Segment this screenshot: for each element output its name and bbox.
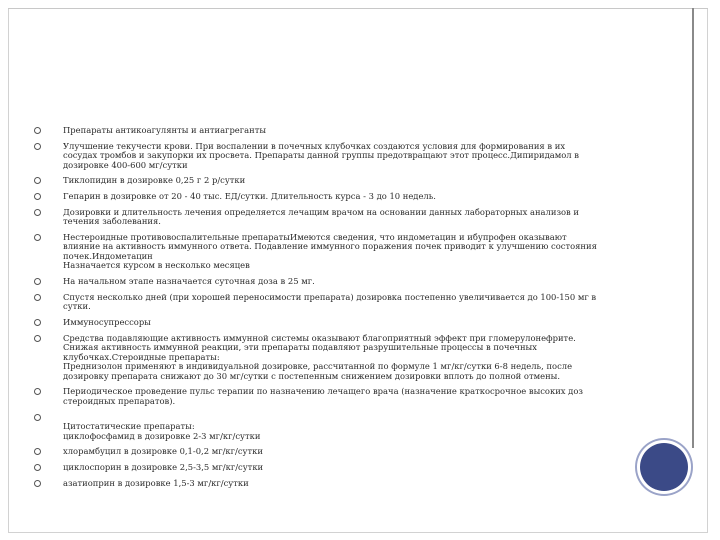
list-item (34, 126, 600, 136)
list-item (34, 479, 600, 489)
top-rule (8, 8, 708, 9)
bullet-icon (34, 319, 41, 326)
list-item (34, 233, 600, 271)
list-item-text: Гепарин в дозировке от 20 - 40 тыс. ЕД/сутки. Длительность курса - 3 до 10 недель. (63, 191, 436, 202)
list-item-text: Препараты антикоагулянты и антиагреганты (63, 125, 267, 135)
bullet-icon (34, 414, 41, 421)
list-item-text: Дозировки и длительность лечения определяется лечащим врачом на основании данных лабораторных анализов и течения заболевания. (63, 206, 580, 227)
decorative-vertical-line (692, 8, 694, 448)
bullet-icon (34, 209, 41, 216)
bullet-icon (34, 177, 41, 184)
list-item-text: хлорамбуцил в дозировке 0,1-0,2 мг/кг/сутки (63, 446, 263, 457)
bullet-icon (34, 294, 41, 301)
bullet-icon (34, 480, 41, 487)
bullet-icon (34, 234, 41, 241)
bullet-icon (34, 448, 41, 455)
list-item-text: азатиоприн в дозировке 1,5-3 мг/кг/сутки (63, 477, 249, 488)
list-item-text: На начальном этапе назначается суточная доза в 25 мг. (63, 276, 315, 287)
list-item-text: Иммуносупрессоры (63, 317, 151, 327)
bullet-icon (34, 193, 41, 200)
bullet-icon (34, 143, 41, 150)
list-item-text: Нестероидные противовоспалительные препаратыИмеются сведения, что индометацин и ибупрофен оказывают влияние на активность иммунного ответа. Подавление иммунного поражения почек приводит к улучшению состояния почек.Индометацин (63, 231, 597, 261)
list-item (34, 192, 600, 202)
list-item (34, 334, 600, 382)
list-item (34, 293, 600, 312)
list-item-text: циклоспорин в дозировке 2,5-3,5 мг/кг/сутки (63, 461, 264, 472)
bullet-icon (34, 335, 41, 342)
bullet-list (34, 126, 600, 494)
list-item (34, 318, 600, 328)
list-item-text: Средства подавляющие активность иммунной системы оказывают благоприятный эффект при гломерулонефрите. Снижая активность иммунной реакции, эти препараты подавляют разрушительные процессы в почечных клубочках.Стероидные препараты: (63, 332, 576, 362)
decorative-circle (640, 443, 688, 491)
list-item (34, 387, 600, 406)
bullet-icon (34, 388, 41, 395)
list-item-text: Периодическое проведение пульс терапии по назначению лечащего врача (назначение краткосрочное высоких доз стероидных препаратов). (63, 386, 583, 406)
list-item (34, 413, 600, 442)
list-item-text: Преднизолон применяют в индивидуальной дозировке, рассчитанной по формуле 1 мг/кг/сутки 6-8 недель, после дозировку препарата снижают до 30 мг/сутки с постепенным снижением дозировки вплоть до полной отмены. (63, 361, 573, 381)
list-item (34, 447, 600, 457)
list-item (34, 142, 600, 171)
bullet-icon (34, 127, 41, 134)
list-item (34, 277, 600, 287)
list-item-text: циклофосфамид в дозировке 2-3 мг/кг/сутки (63, 430, 261, 441)
list-item-text: Спустя несколько дней (при хорошей переносимости препарата) дозировка постепенно увеличивается до 100-150 мг в сутки. (63, 291, 597, 312)
list-item-text: Цитостатические препараты: (63, 421, 195, 432)
bullet-icon (34, 278, 41, 285)
list-item (34, 208, 600, 227)
list-item-text: Назначается курсом в несколько месяцев (63, 260, 250, 271)
bullet-icon (34, 464, 41, 471)
list-item-text: Улучшение текучести крови. При воспалении в почечных клубочках создаются условия для формирования в их сосудах тромбов и закупорки их просвета. Препараты данной группы предотвращают этот процесс.Дипиридамол в дозировке 400-600 мг/сутки (63, 140, 579, 170)
list-item (34, 463, 600, 473)
list-item-text: Тиклопидин в дозировке 0,25 г 2 р/сутки (63, 175, 246, 186)
list-item (34, 176, 600, 186)
